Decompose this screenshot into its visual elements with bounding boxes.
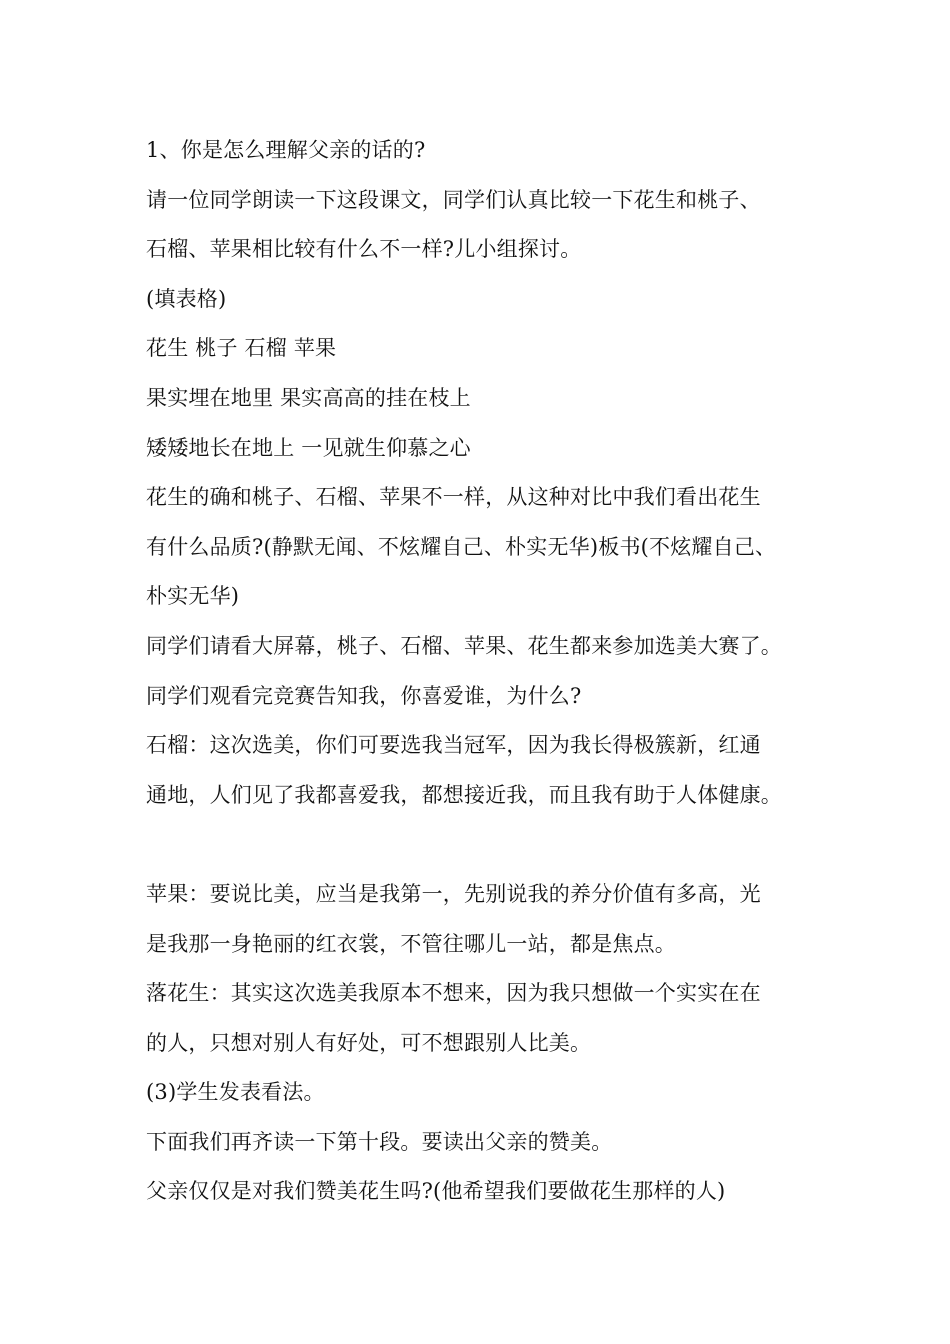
- dialogue-pomegranate: 石榴：这次选美，你们可要选我当冠军，因为我长得极簇新，红通: [146, 733, 761, 758]
- table-row: 矮矮地长在地上 一见就生仰慕之心: [146, 435, 471, 460]
- dialogue-pomegranate: 通地，人们见了我都喜爱我，都想接近我，而且我有助于人体健康。: [146, 782, 782, 807]
- paragraph-line: 有什么品质?(静默无闻、不炫耀自己、朴实无华)板书(不炫耀自己、: [146, 534, 777, 559]
- paragraph-line: 朴实无华): [146, 584, 240, 609]
- paragraph-line: 同学们请看大屏幕，桃子、石榴、苹果、花生都来参加选美大赛了。: [146, 633, 782, 658]
- dialogue-apple: 是我那一身艳丽的红衣裳，不管往哪儿一站，都是焦点。: [146, 931, 676, 956]
- blank-line: [146, 820, 836, 870]
- paragraph-line: 同学们观看完竞赛告知我，你喜爱谁，为什么?: [146, 683, 582, 708]
- dialogue-peanut: 的人，只想对别人有好处，可不想跟别人比美。: [146, 1030, 592, 1055]
- paragraph-line: 石榴、苹果相比较有什么不一样?儿小组探讨。: [146, 237, 582, 262]
- paragraph-line: 请一位同学朗读一下这段课文，同学们认真比较一下花生和桃子、: [146, 187, 761, 212]
- step-3: (3)学生发表看法。: [146, 1080, 325, 1105]
- paragraph-line: 花生的确和桃子、石榴、苹果不一样，从这种对比中我们看出花生: [146, 485, 761, 510]
- paragraph-line: 父亲仅仅是对我们赞美花生吗?(他希望我们要做花生那样的人): [146, 1179, 726, 1204]
- table-row: 果实埋在地里 果实高高的挂在枝上: [146, 385, 471, 410]
- document-body: [146, 126, 836, 1217]
- dialogue-apple: 苹果：要说比美，应当是我第一，先别说我的养分价值有多高，光: [146, 881, 761, 906]
- table-note: (填表格): [146, 286, 227, 311]
- dialogue-peanut: 落花生：其实这次选美我原本不想来，因为我只想做一个实实在在: [146, 981, 761, 1006]
- question-1: 1、你是怎么理解父亲的话的?: [146, 138, 426, 162]
- table-header-row: 花生 桃子 石榴 苹果: [146, 336, 337, 361]
- paragraph-line: 下面我们再齐读一下第十段。要读出父亲的赞美。: [146, 1129, 613, 1154]
